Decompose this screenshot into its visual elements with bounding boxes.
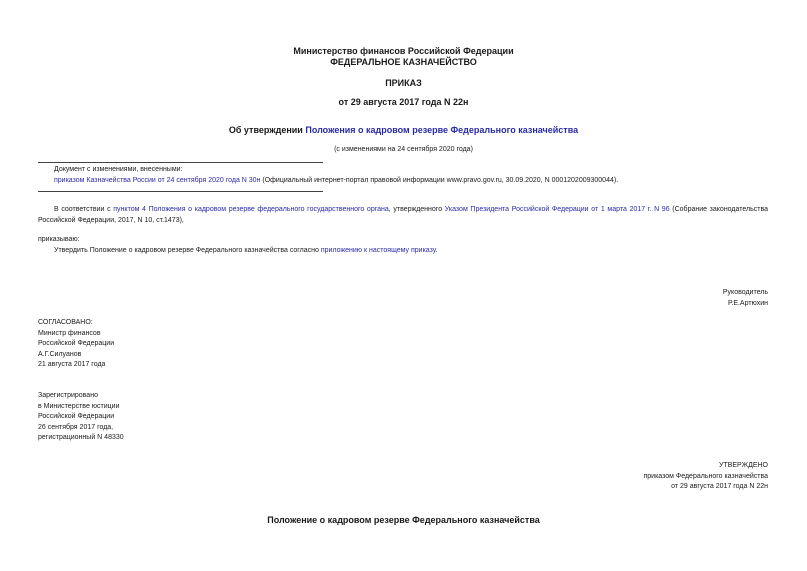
approved-line-1: УТВЕРЖДЕНО: [718, 462, 768, 469]
agreed-line-3: Российской Федерации: [38, 340, 115, 347]
agreed-line-1: СОГЛАСОВАНО:: [38, 319, 93, 326]
agreed-line-2: Министр финансов: [38, 329, 101, 337]
preamble-link-1[interactable]: пунктом 4 Положения о кадровом резерве федерального государственного органа: [113, 206, 389, 213]
registered-line-5: регистрационный N 48330: [38, 434, 124, 441]
approved-line-2: приказом Федерального казначейства: [643, 472, 768, 480]
signature-name: Р.Е.Артюхин: [728, 299, 768, 307]
agreed-block: [38, 318, 114, 371]
agreed-line-4: А.Г.Силуанов: [38, 350, 82, 358]
changes-source: (Официальный интернет-портал правовой информации www.pravo.gov.ru, 30.09.2020, N 0001202009300044).: [260, 177, 619, 184]
approved-line-3: от 29 августа 2017 года N 22н: [671, 483, 768, 490]
signature-block: [560, 288, 768, 309]
doc-title: [0, 125, 807, 135]
approve-text-1: Утвердить Положение о кадровом резерве Федерального казначейства согласно: [54, 247, 321, 254]
changes-line1: Документ с изменениями, внесенными:: [54, 166, 183, 173]
preamble-paragraph: [38, 205, 768, 226]
preamble-link-2[interactable]: Указом Президента Российской Федерации от 1 марта 2017 г. N 96: [444, 206, 670, 213]
registered-block: [38, 391, 124, 444]
ministry-heading: Министерство финансов Российской Федерации: [293, 46, 514, 56]
approved-block: [560, 461, 768, 493]
changes-bottom-rule: [38, 191, 323, 192]
doc-title-prefix: Об утверждении: [228, 125, 306, 135]
doc-type: ПРИКАЗ: [385, 78, 422, 88]
agreed-line-5: 21 августа 2017 года: [38, 361, 106, 368]
preamble-text-1: В соответствии с: [54, 206, 114, 213]
approve-paragraph: [54, 246, 438, 257]
amendment-note: (с изменениями на 24 сентября 2020 года): [334, 146, 473, 153]
regulation-title: Положение о кадровом резерве Федерального казначейства: [267, 515, 540, 525]
doc-title-link[interactable]: Положения о кадровом резерве Федерального казначейства: [305, 125, 579, 135]
order-word: приказываю:: [38, 236, 80, 243]
preamble-text-2: , утвержденного: [388, 206, 445, 213]
changes-line2: [54, 176, 618, 187]
changes-order-link[interactable]: приказом Казначейства России от 24 сентября 2020 года N 30н: [54, 177, 261, 184]
registered-line-2: в Министерстве юстиции: [38, 402, 120, 410]
registered-line-4: 26 сентября 2017 года,: [38, 423, 114, 431]
registered-line-1: Зарегистрировано: [38, 392, 98, 399]
approve-text-2: .: [435, 247, 438, 254]
signature-role: Руководитель: [722, 289, 768, 296]
doc-date-number: от 29 августа 2017 года N 22н: [338, 97, 469, 107]
preamble-text-3: (Собрание законодательства Российской Федерации, 2017, N 10, ст.1473),: [38, 206, 769, 224]
changes-top-rule: [38, 162, 323, 163]
appendix-link[interactable]: приложению к настоящему приказу: [320, 247, 436, 254]
treasury-heading: ФЕДЕРАЛЬНОЕ КАЗНАЧЕЙСТВО: [330, 57, 477, 67]
registered-line-3: Российской Федерации: [38, 413, 115, 420]
